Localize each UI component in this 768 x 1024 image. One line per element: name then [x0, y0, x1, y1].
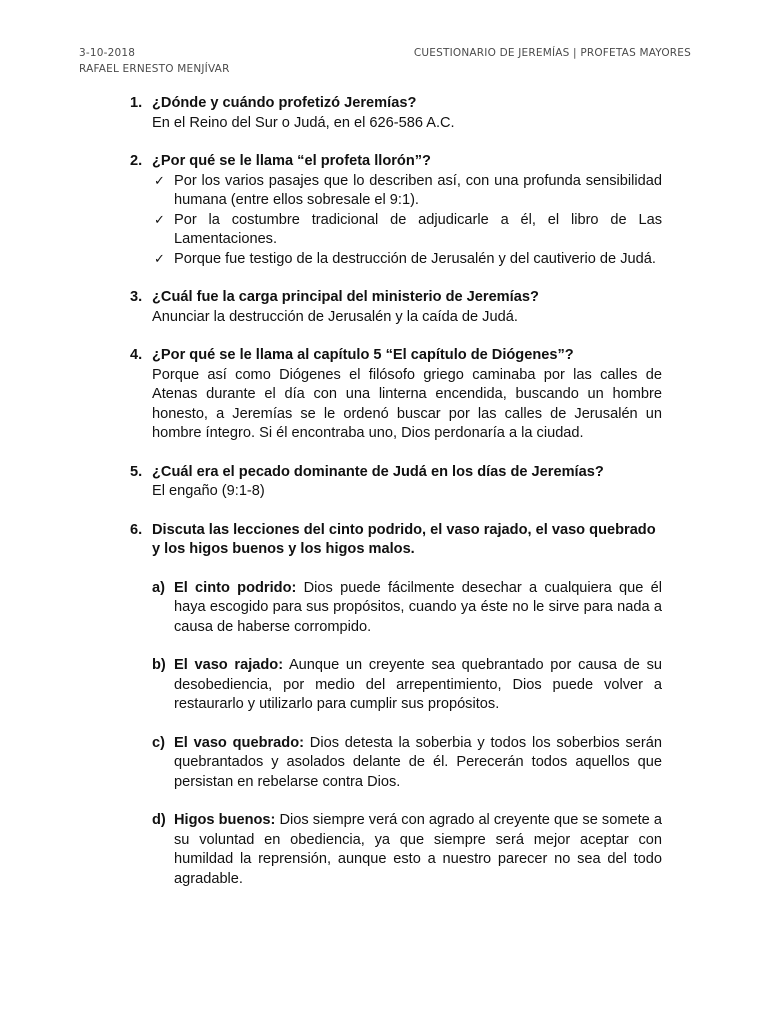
header-row-bottom — [79, 61, 691, 77]
question-answer: En el Reino del Sur o Judá, en el 626-586 A.C. — [152, 114, 455, 131]
question-answer: Porque así como Diógenes el filósofo griego caminaba por las calles de Atenas durante el día con una linterna encendida, buscando un hombre honesto, a Jeremías se le ordenó buscar por las calles de Jerusalén un hombre íntegro. Si él encontraba uno, Dios perdonaría a la ciudad. — [152, 366, 662, 441]
checklist-item-text: Por los varios pasajes que lo describen así, con una profunda sensibilidad humana (entre ellos sobresale el 9:1). — [174, 172, 662, 208]
checkmark-icon: ✓ — [154, 173, 165, 189]
page-header — [79, 45, 691, 77]
sub-answer-text: Dios detesta la soberbia y todos los soberbios serán quebrantados y asolados delante de él. Perecerán todos aquellos que persistan en rebelarse contra Dios. — [174, 734, 662, 790]
sub-answer-b — [152, 656, 662, 715]
sub-answer-a — [152, 579, 662, 638]
answer-checklist — [152, 172, 662, 270]
sub-answer-term: Higos buenos: — [174, 812, 276, 828]
question-number: 3. — [130, 289, 143, 305]
checklist-item — [152, 172, 662, 211]
question-answer: El engaño (9:1-8) — [152, 483, 265, 499]
checkmark-icon: ✓ — [154, 212, 165, 228]
checklist-item-text: Porque fue testigo de la destrucción de Jerusalén y del cautiverio de Judá. — [174, 250, 656, 267]
checklist-item — [152, 250, 662, 270]
question-3 — [130, 288, 662, 327]
question-number: 4. — [130, 347, 143, 363]
sub-answer-letter: d) — [152, 812, 166, 828]
question-2 — [130, 152, 662, 269]
checkmark-icon: ✓ — [154, 251, 165, 267]
question-title: ¿Por qué se le llama al capítulo 5 “El capítulo de Diógenes”? — [152, 347, 574, 363]
header-author: RAFAEL ERNESTO MENJÍVAR — [79, 63, 230, 75]
sub-answer-d — [152, 811, 662, 889]
question-1 — [130, 94, 662, 133]
sub-answer-text: Dios puede fácilmente desechar a cualquiera que él haya escogido para sus propósitos, cuando ya éste no le sirve para nada a causa de haberse corrompido. — [174, 579, 662, 635]
question-5 — [130, 463, 662, 502]
sub-answer-term: El vaso quebrado: — [174, 734, 304, 751]
checklist-item — [152, 211, 662, 250]
header-row-top — [79, 45, 691, 61]
sub-answer-term: El vaso rajado: — [174, 657, 284, 673]
question-number: 6. — [130, 521, 143, 538]
question-number: 5. — [130, 463, 143, 480]
question-title: ¿Cuál era el pecado dominante de Judá en los días de Jeremías? — [152, 463, 604, 480]
checklist-item-text: Por la costumbre tradicional de adjudicarle a él, el libro de Las Lamentaciones. — [174, 211, 662, 247]
header-date: 3-10-2018 — [79, 47, 136, 59]
sub-answer-letter: a) — [152, 579, 165, 596]
sub-answer-term: El cinto podrido: — [174, 579, 297, 596]
sub-answer-text: Aunque un creyente sea quebrantado por causa de su desobediencia, por medio del arrepentimiento, Dios puede volver a restaurarlo y utilizarlo para cumplir sus propósitos. — [174, 657, 663, 712]
question-title: ¿Cuál fue la carga principal del ministerio de Jeremías? — [152, 289, 539, 305]
sub-answer-letter: b) — [152, 657, 166, 673]
sub-answer-c — [152, 734, 662, 793]
sub-answer-letter: c) — [152, 734, 165, 751]
question-title: Discuta las lecciones del cinto podrido, el vaso rajado, el vaso quebrado y los higos buenos y los higos malos. — [152, 521, 656, 557]
question-number: 1. — [130, 95, 143, 111]
question-title: ¿Por qué se le llama “el profeta llorón”? — [152, 153, 431, 169]
question-number: 2. — [130, 153, 143, 169]
questionnaire — [130, 94, 662, 908]
sub-answer-text: Dios siempre verá con agrado al creyente que se somete a su voluntad en obediencia, ya que siempre será mejor aceptar con humildad la reprensión, aunque esto a nuestro parecer no sea del todo agradable. — [174, 812, 662, 887]
question-6 — [130, 521, 662, 890]
question-title: ¿Dónde y cuándo profetizó Jeremías? — [152, 95, 417, 111]
header-document-title: CUESTIONARIO DE JEREMÍAS | PROFETAS MAYORES — [413, 47, 691, 59]
question-4 — [130, 346, 662, 444]
question-answer: Anunciar la destrucción de Jerusalén y la caída de Judá. — [152, 308, 518, 325]
